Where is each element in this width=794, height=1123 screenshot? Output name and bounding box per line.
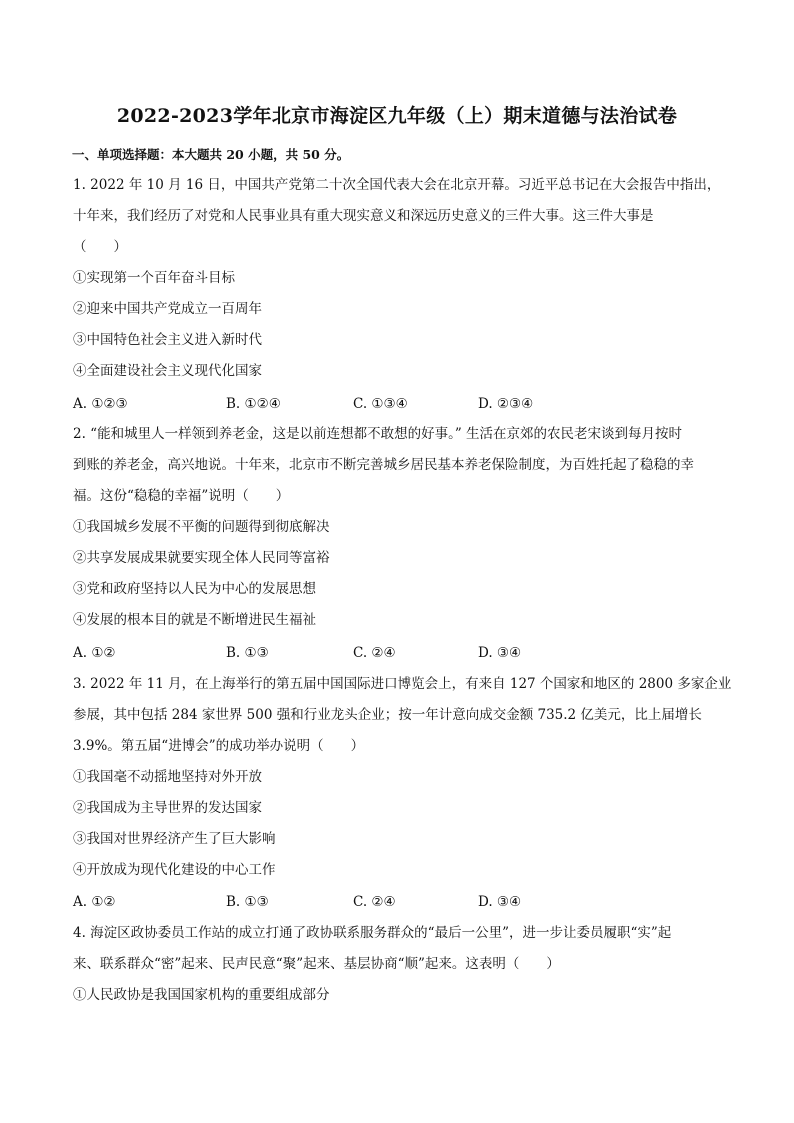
q1-choices bbox=[73, 394, 633, 414]
q3-stem-line-1: 3. 2022 年 11 月，在上海举行的第五届中国国际进口博览会上，有来自 127 个国家和地区的 2800 多家企业 bbox=[73, 676, 732, 692]
q1-option-3: ③中国特色社会主义进入新时代 bbox=[73, 332, 262, 348]
q4-option-1: ①人民政协是我国国家机构的重要组成部分 bbox=[73, 987, 330, 1003]
q1-option-4: ④全面建设社会主义现代化国家 bbox=[73, 363, 262, 379]
q3-option-2: ②我国成为主导世界的发达国家 bbox=[73, 800, 262, 816]
q3-choices bbox=[73, 892, 633, 912]
q2-choices bbox=[73, 643, 633, 663]
q2-choice-b: B. ①③ bbox=[226, 645, 269, 661]
q3-choice-a: A. ①② bbox=[73, 894, 116, 910]
q3-option-3: ③我国对世界经济产生了巨大影响 bbox=[73, 831, 276, 847]
q1-stem-line-1: 1. 2022 年 10 月 16 日，中国共产党第二十次全国代表大会在北京开幕。习近平总书记在大会报告中指出， bbox=[73, 177, 721, 193]
q3-stem-line-2: 参展，其中包括 284 家世界 500 强和行业龙头企业；按一年计意向成交金额 735.2 亿美元，比上届增长 bbox=[73, 707, 702, 723]
q2-stem-line-2: 到账的养老金，高兴地说。十年来，北京市不断完善城乡居民基本养老保险制度，为百姓托起了稳稳的幸 bbox=[73, 457, 694, 473]
q2-option-2: ②共享发展成果就要实现全体人民同等富裕 bbox=[73, 550, 330, 566]
q2-choice-c: C. ②④ bbox=[353, 645, 396, 661]
q1-choice-d: D. ②③④ bbox=[478, 396, 534, 412]
q1-stem-line-3: （ ） bbox=[73, 239, 127, 255]
q2-option-4: ④发展的根本目的就是不断增进民生福祉 bbox=[73, 612, 316, 628]
q1-stem-line-2: 十年来，我们经历了对党和人民事业具有重大现实意义和深远历史意义的三件大事。这三件大事是 bbox=[73, 208, 654, 224]
q1-choice-b: B. ①②④ bbox=[226, 396, 281, 412]
q4-stem-line-1: 4. 海淀区政协委员工作站的成立打通了政协联系服务群众的“最后一公里”，进一步让委员履职“实”起 bbox=[73, 925, 672, 941]
q3-choice-c: C. ②④ bbox=[353, 894, 396, 910]
q2-stem-line-3: 福。这份“稳稳的幸福”说明（ ） bbox=[73, 488, 290, 504]
q3-option-1: ①我国毫不动摇地坚持对外开放 bbox=[73, 769, 262, 785]
q1-option-1: ①实现第一个百年奋斗目标 bbox=[73, 270, 235, 286]
q1-choice-c: C. ①③④ bbox=[353, 396, 408, 412]
q2-option-3: ③党和政府坚持以人民为中心的发展思想 bbox=[73, 581, 316, 597]
section-heading: 一、单项选择题：本大题共 20 小题，共 50 分。 bbox=[72, 147, 350, 162]
q3-choice-d: D. ③④ bbox=[478, 894, 522, 910]
q4-stem-line-2: 来、联系群众“密”起来、民声民意“聚”起来、基层协商“顺”起来。这表明（ ） bbox=[73, 956, 560, 972]
q2-option-1: ①我国城乡发展不平衡的问题得到彻底解决 bbox=[73, 519, 330, 535]
q3-choice-b: B. ①③ bbox=[226, 894, 269, 910]
q1-choice-a: A. ①②③ bbox=[73, 396, 128, 412]
q1-option-2: ②迎来中国共产党成立一百周年 bbox=[73, 301, 262, 317]
q2-stem-line-1: 2. “能和城里人一样领到养老金，这是以前连想都不敢想的好事。” 生活在京郊的农民老宋谈到每月按时 bbox=[73, 426, 683, 442]
q3-option-4: ④开放成为现代化建设的中心工作 bbox=[73, 862, 276, 878]
q2-choice-a: A. ①② bbox=[73, 645, 116, 661]
q3-stem-line-3: 3.9%。第五届“进博会”的成功举办说明（ ） bbox=[73, 738, 365, 754]
q2-choice-d: D. ③④ bbox=[478, 645, 522, 661]
exam-title: 2022-2023学年北京市海淀区九年级（上）期末道德与法治试卷 bbox=[116, 105, 678, 127]
